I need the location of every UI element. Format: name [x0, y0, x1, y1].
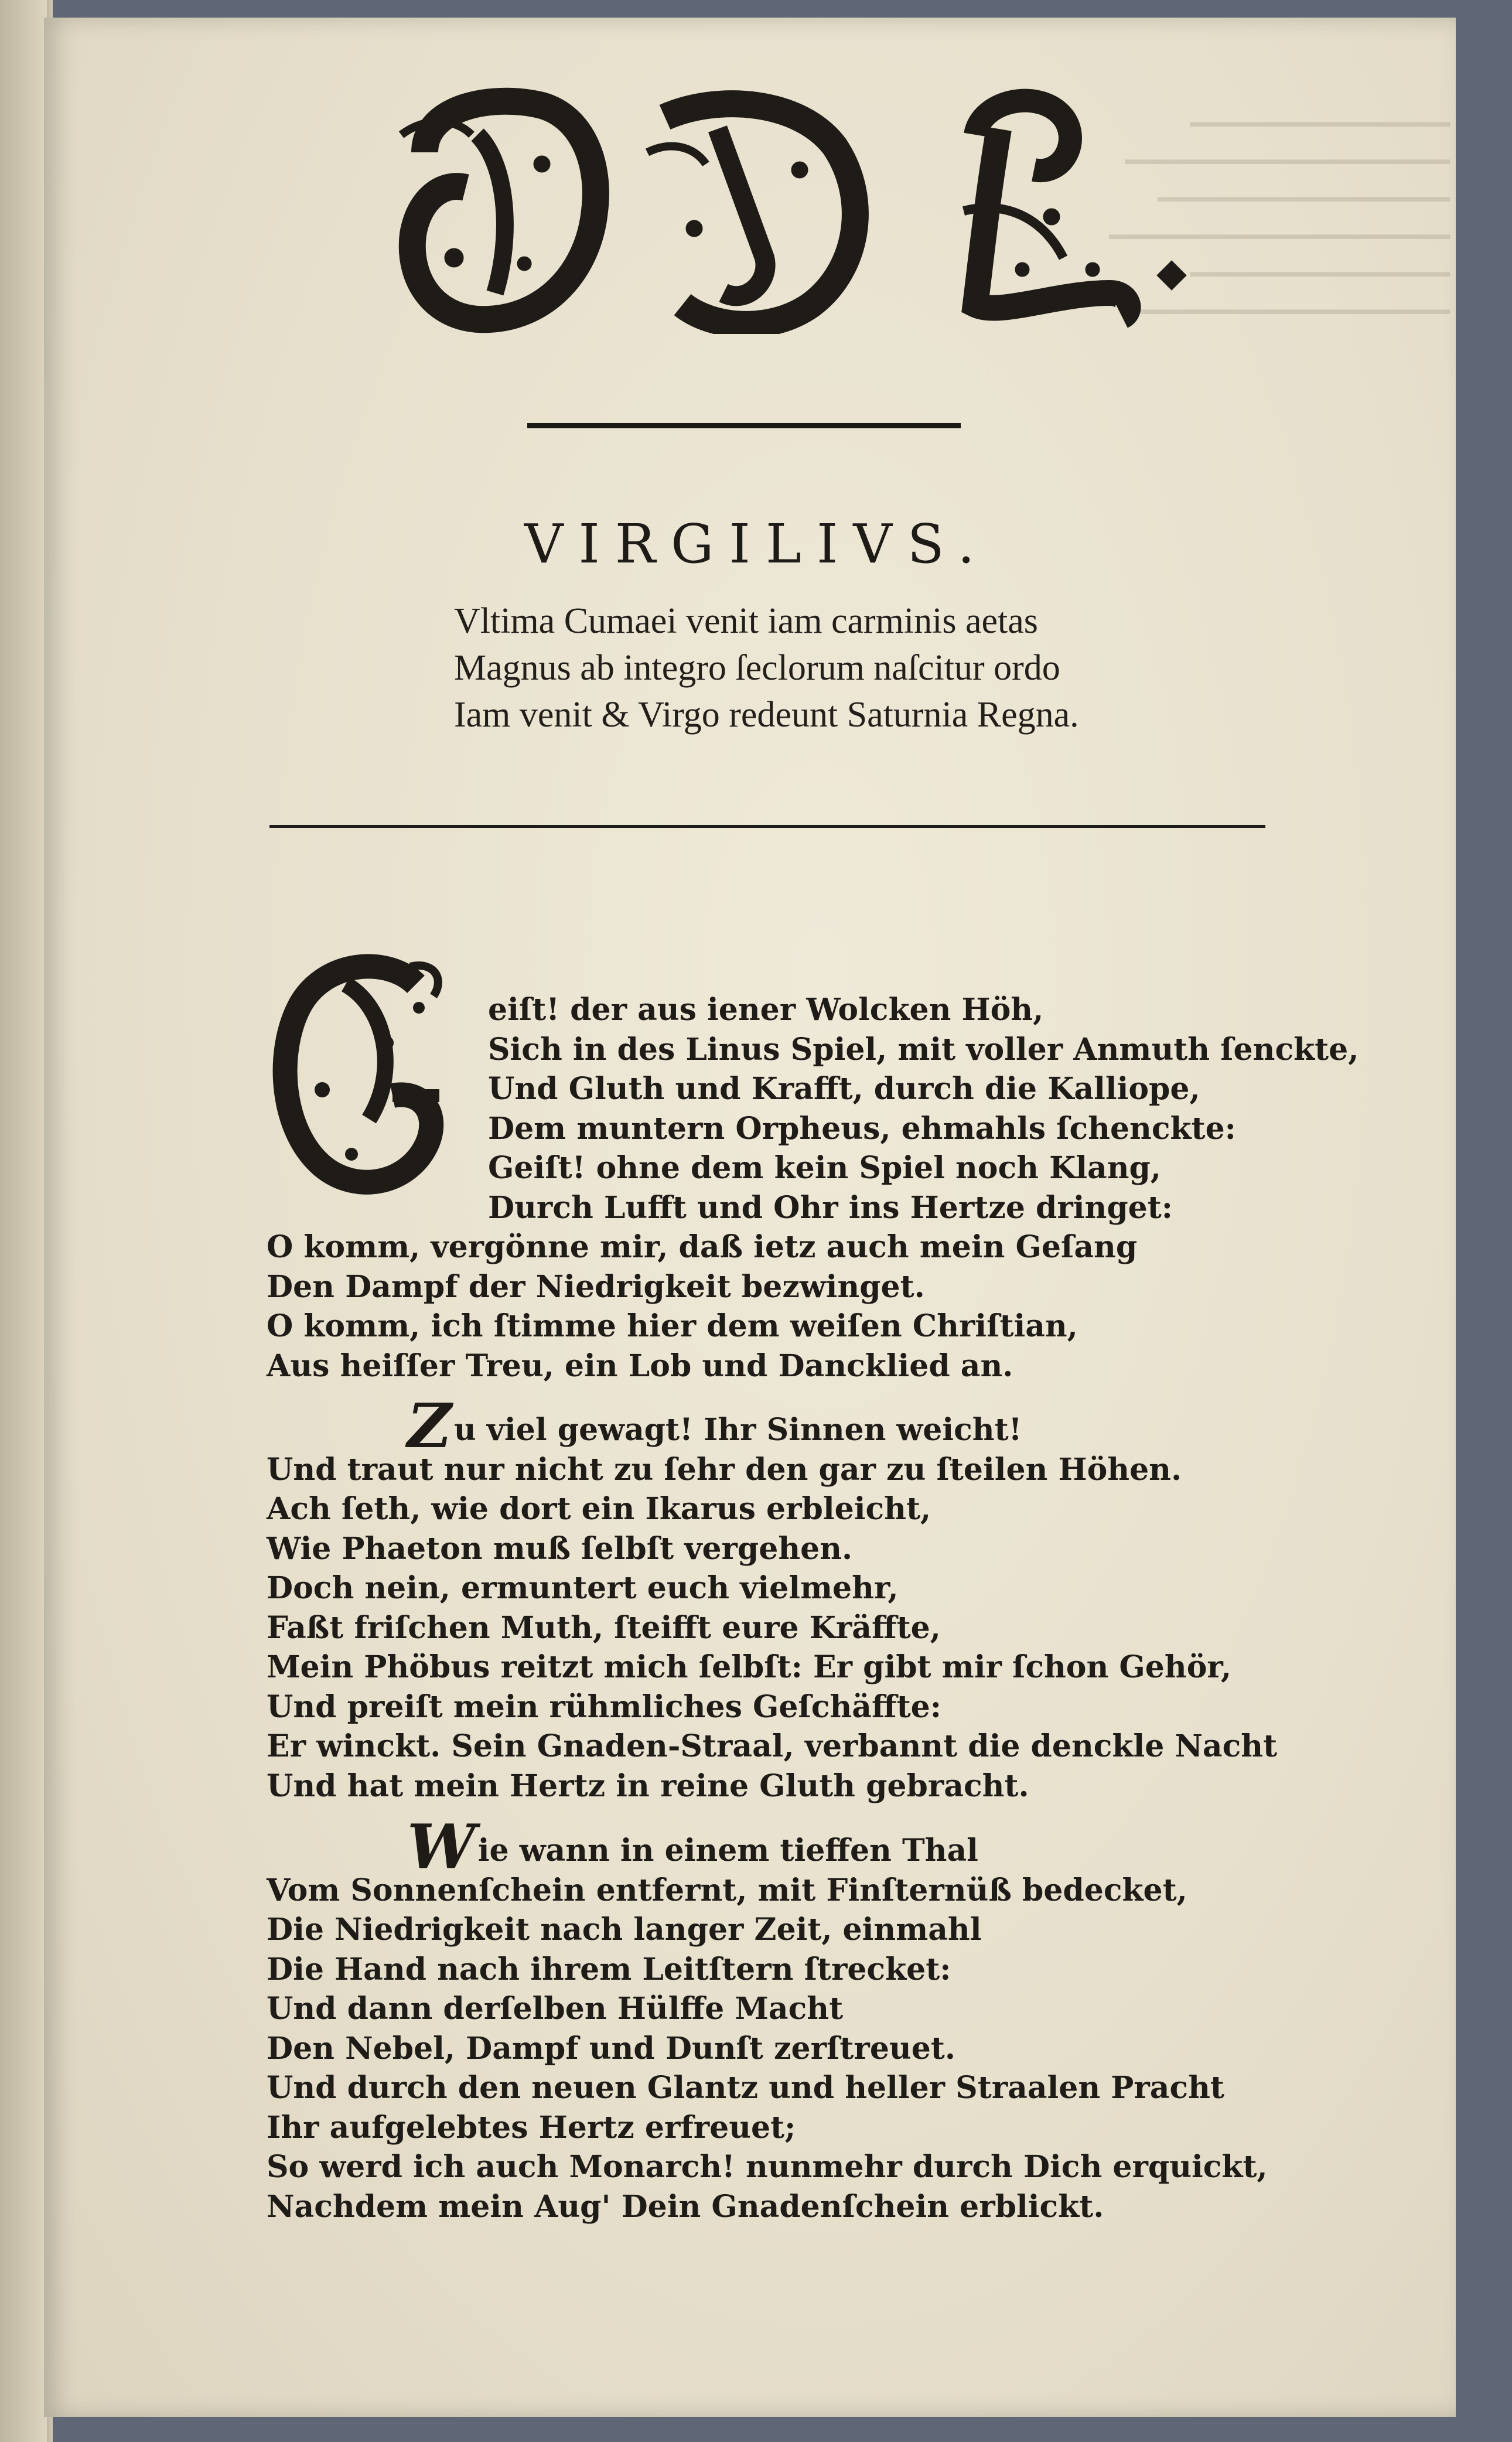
- verse-line: O komm, ich ſtimme hier dem weiſen Chriſtian,: [267, 1308, 1078, 1344]
- verse-line: Und dann derſelben Hülffe Macht: [267, 1991, 844, 2027]
- page-title: VIRGILIVS.: [524, 513, 990, 575]
- verse-line: Und traut nur nicht zu ſehr den gar zu ſteilen Höhen.: [267, 1451, 1182, 1488]
- epigraph-line: Iam venit & Virgo redeunt Saturnia Regna.: [454, 695, 1079, 735]
- verse-line: O komm, vergönne mir, daß ietz auch mein Geſang: [267, 1229, 1138, 1265]
- verse-line: Und Gluth und Krafft, durch die Kalliope,: [488, 1071, 1200, 1107]
- verse-line-first: [267, 1810, 1268, 1882]
- verse-line: Wie Phaeton muß ſelbſt vergehen.: [267, 1530, 853, 1567]
- verse-line-text: u viel gewagt! Ihr Sinnen weicht!: [453, 1412, 1022, 1448]
- header-divider: [527, 423, 961, 428]
- verse-line-text: ie wann in einem tieffen Thal: [477, 1833, 978, 1868]
- verse-line: Und durch den neuen Glantz und heller Straalen Pracht: [267, 2070, 1224, 2106]
- verse-line: Mein Phöbus reitzt mich ſelbſt: Er gibt mir ſchon Gehör,: [267, 1649, 1232, 1685]
- verse-line: Die Niedrigkeit nach langer Zeit, einmahl: [267, 1912, 982, 1948]
- verse-line: Nachdem mein Aug' Dein Gnadenſchein erblickt.: [267, 2188, 1104, 2225]
- verse-line: Den Nebel, Dampf und Dunſt zerſtreuet.: [267, 2030, 955, 2066]
- stanza-3: [267, 1810, 1268, 2226]
- stanza-initial: Z: [407, 1390, 452, 1462]
- verse-line: Ach ſeth, wie dort ein Ikarus erbleicht,: [267, 1491, 931, 1527]
- book-page: [44, 18, 1456, 2417]
- verse-line: Und preiſt mein rühmliches Geſchäffte:: [267, 1689, 941, 1725]
- verse-line: Sich in des Linus Spiel, mit voller Anmuth ſenckte,: [488, 1031, 1359, 1067]
- section-divider: [269, 825, 1265, 828]
- epigraph-line: Magnus ab integro ſeclorum naſcitur ordo: [454, 648, 1060, 688]
- verse-line: Die Hand nach ihrem Leitſtern ſtrecket:: [267, 1951, 951, 1987]
- verse-line: Geiſt! ohne dem kein Spiel noch Klang,: [488, 1150, 1161, 1186]
- verse-line: eiſt! der aus iener Wolcken Höh,: [488, 992, 1044, 1028]
- verse-line: So werd ich auch Monarch! nunmehr durch Dich erquickt,: [267, 2149, 1268, 2185]
- verse-line: Ihr aufgelebtes Hertz erfreuet;: [267, 2109, 796, 2146]
- stanza-initial: W: [407, 1810, 476, 1882]
- verse-line: Faßt friſchen Muth, ſteifft eure Kräffte,: [267, 1609, 941, 1646]
- verse-line: Durch Lufft und Ohr ins Hertze dringet:: [488, 1189, 1173, 1226]
- verse-line: Dem muntern Orpheus, ehmahls ſchenckte:: [488, 1110, 1236, 1147]
- epigraph: [454, 598, 1079, 738]
- ornamental-monogram: [390, 82, 1210, 334]
- show-through-text: ━━━━━━━━━━━━━━━━ ━━━━━━━━━━━━━━━━━━━━ ━━━━━━━━━━━━━━━━━━ ━━━━━━━━━━━━━━━━━━━━━ ━━━━━━━━━━━━━━━━ ━━━━━━━━━━━━━━━━━━━━: [1109, 108, 1450, 328]
- verse-line: Den Dampf der Niedrigkeit bezwinget.: [267, 1268, 925, 1305]
- verse-line: Und hat mein Hertz in reine Gluth gebracht.: [267, 1768, 1029, 1804]
- verse-line: Aus heiſſer Treu, ein Lob und Dancklied an.: [267, 1348, 1013, 1384]
- verse-line: Er winckt. Sein Gnaden-Straal, verbannt die denckle Nacht: [267, 1728, 1278, 1764]
- epigraph-line: Vltima Cumaei venit iam carminis aetas: [454, 601, 1038, 641]
- verse-line: Doch nein, ermuntert euch vielmehr,: [267, 1570, 899, 1606]
- stanza-2: [267, 1390, 1278, 1806]
- monogram-art: [390, 82, 1210, 334]
- left-page-edge: [0, 0, 47, 2442]
- verse-line: Vom Sonnenſchein entfernt, mit Finſternüß bedecket,: [267, 1872, 1187, 1908]
- verse-line-first: [267, 1390, 1277, 1462]
- stanza-1: [267, 990, 1359, 1386]
